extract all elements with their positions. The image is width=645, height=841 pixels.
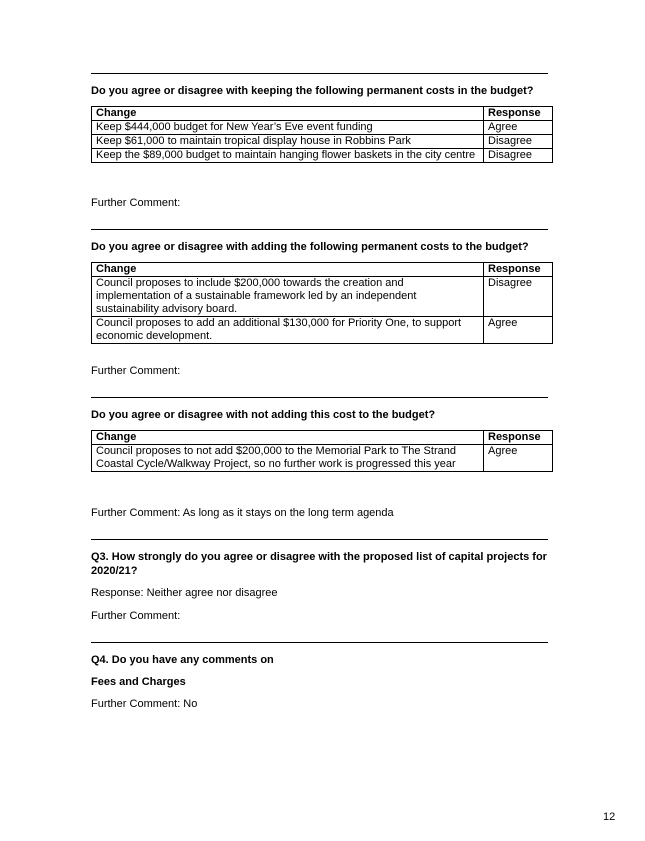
- change-cell: Council proposes to include $200,000 towards the creation and implementation of a sustainable framework led by an independent sustainability advisory board.: [92, 277, 484, 317]
- column-header-response: Response: [484, 431, 553, 445]
- change-cell: Keep the $89,000 budget to maintain hanging flower baskets in the city centre: [92, 149, 484, 163]
- column-header-change: Change: [92, 431, 484, 445]
- table-row: [92, 445, 553, 472]
- table-row: [92, 135, 553, 149]
- table-row: [92, 277, 553, 317]
- further-comment: Further Comment:: [91, 365, 181, 377]
- response-table: [91, 430, 553, 472]
- section-divider: [91, 229, 548, 230]
- section-divider: [91, 397, 548, 398]
- response-table: [91, 262, 553, 344]
- section-divider: [91, 539, 548, 540]
- table-row: [92, 149, 553, 163]
- column-header-response: Response: [484, 263, 553, 277]
- response-cell: Agree: [484, 121, 553, 135]
- column-header-response: Response: [484, 107, 553, 121]
- table-row: [92, 121, 553, 135]
- response-cell: Disagree: [484, 135, 553, 149]
- further-comment: Further Comment: No: [91, 698, 198, 710]
- response-table: [91, 106, 553, 163]
- response-cell: Disagree: [484, 149, 553, 163]
- question-heading: Do you agree or disagree with not adding this cost to the budget?: [91, 409, 436, 421]
- q3-response: Response: Neither agree nor disagree: [91, 587, 278, 599]
- response-cell: Disagree: [484, 277, 553, 317]
- q4-heading: Q4. Do you have any comments on: [91, 654, 274, 666]
- question-heading: Do you agree or disagree with keeping the following permanent costs in the budget?: [91, 85, 534, 97]
- further-comment: Further Comment: As long as it stays on the long term agenda: [91, 507, 394, 519]
- table-header-row: [92, 431, 553, 445]
- column-header-change: Change: [92, 263, 484, 277]
- further-comment: Further Comment:: [91, 197, 181, 209]
- further-comment: Further Comment:: [91, 610, 181, 622]
- response-cell: Agree: [484, 445, 553, 472]
- table-header-row: [92, 107, 553, 121]
- change-cell: Keep $444,000 budget for New Year’s Eve event funding: [92, 121, 484, 135]
- q3-heading: Q3. How strongly do you agree or disagree with the proposed list of capital projects for 2020/21?: [91, 551, 547, 577]
- section-divider: [91, 73, 548, 74]
- change-cell: Council proposes to add an additional $130,000 for Priority One, to support economic development.: [92, 317, 484, 344]
- column-header-change: Change: [92, 107, 484, 121]
- section-divider: [91, 642, 548, 643]
- table-row: [92, 317, 553, 344]
- q4-subheading: Fees and Charges: [91, 676, 186, 688]
- question-heading: Do you agree or disagree with adding the following permanent costs to the budget?: [91, 241, 529, 253]
- page-number: 12: [603, 811, 616, 823]
- change-cell: Council proposes to not add $200,000 to the Memorial Park to The Strand Coastal Cycle/Walkway Project, so no further work is progressed this year: [92, 445, 484, 472]
- change-cell: Keep $61,000 to maintain tropical display house in Robbins Park: [92, 135, 484, 149]
- response-cell: Agree: [484, 317, 553, 344]
- table-header-row: [92, 263, 553, 277]
